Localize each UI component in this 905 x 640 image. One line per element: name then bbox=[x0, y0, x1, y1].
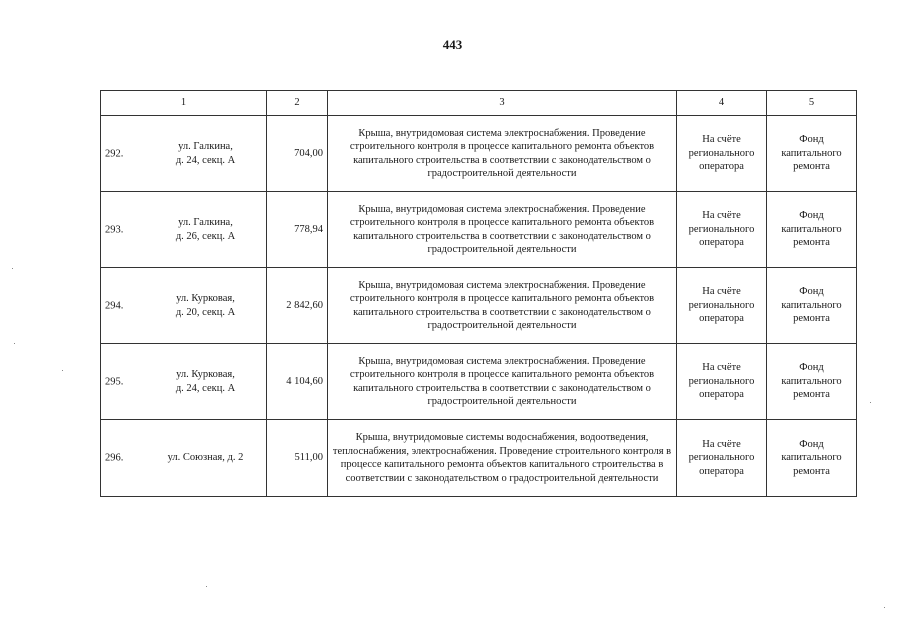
account-line: оператора bbox=[699, 313, 744, 325]
method-line: ремонта bbox=[793, 237, 830, 249]
row-number: 292. bbox=[105, 147, 124, 159]
works-cell: Крыша, внутридомовые системы водоснабжения, водоотведения, теплоснабжения, электроснабжения. Проведение строительного контроля в процессе капитального ремонта объектов капитального строительства в соответствии с законодательством о градостроительной деятельности bbox=[328, 420, 677, 497]
header-col-5: 5 bbox=[767, 91, 857, 116]
account-line: На счёте bbox=[702, 210, 741, 222]
method-line: ремонта bbox=[793, 161, 830, 173]
works-cell: Крыша, внутридомовая система электроснабжения. Проведение строительного контроля в процессе капитального ремонта объектов капитального строительства в соответствии с законодательством о градостроительной деятельности bbox=[328, 344, 677, 420]
scan-speck bbox=[884, 607, 885, 608]
method-cell bbox=[767, 420, 857, 497]
account-line: На счёте bbox=[702, 134, 741, 146]
scan-speck bbox=[62, 370, 63, 371]
account-line: оператора bbox=[699, 389, 744, 401]
method-cell bbox=[767, 344, 857, 420]
account-line: регионального bbox=[688, 375, 755, 387]
header-col-1: 1 bbox=[101, 91, 267, 116]
address-cell bbox=[101, 116, 267, 192]
address-line: ул. Союзная, д. 2 bbox=[167, 452, 244, 464]
method-line: Фонд bbox=[799, 438, 824, 450]
account-cell bbox=[677, 192, 767, 268]
address-line: ул. Курковая, bbox=[176, 369, 235, 380]
address-cell bbox=[101, 344, 267, 420]
header-col-4: 4 bbox=[677, 91, 767, 116]
row-number: 293. bbox=[105, 223, 124, 235]
account-cell bbox=[677, 344, 767, 420]
method-cell bbox=[767, 192, 857, 268]
method-cell bbox=[767, 268, 857, 344]
account-line: регионального bbox=[688, 299, 755, 311]
method-line: Фонд bbox=[799, 286, 824, 298]
row-number: 295. bbox=[105, 375, 124, 387]
address-line: д. 24, секц. А bbox=[175, 382, 236, 394]
area-cell: 704,00 bbox=[267, 116, 328, 192]
scan-speck bbox=[14, 343, 15, 344]
address-line: ул. Галкина, bbox=[178, 217, 233, 228]
capital-repair-table bbox=[100, 90, 857, 497]
table-row bbox=[101, 192, 857, 268]
account-line: На счёте bbox=[702, 362, 741, 374]
area-cell: 511,00 bbox=[267, 420, 328, 497]
row-number: 294. bbox=[105, 299, 124, 311]
address-line: д. 20, секц. А bbox=[175, 306, 236, 318]
area-cell: 778,94 bbox=[267, 192, 328, 268]
address-line: ул. Галкина, bbox=[178, 141, 233, 152]
header-col-3: 3 bbox=[328, 91, 677, 116]
method-line: ремонта bbox=[793, 389, 830, 401]
header-col-2: 2 bbox=[267, 91, 328, 116]
method-line: капитального bbox=[781, 223, 842, 235]
method-line: капитального bbox=[781, 299, 842, 311]
account-cell bbox=[677, 268, 767, 344]
table-row bbox=[101, 268, 857, 344]
scan-speck bbox=[206, 586, 207, 587]
account-line: регионального bbox=[688, 223, 755, 235]
table-row bbox=[101, 420, 857, 497]
works-cell: Крыша, внутридомовая система электроснабжения. Проведение строительного контроля в процессе капитального ремонта объектов капитального строительства в соответствии с законодательством о градостроительной деятельности bbox=[328, 268, 677, 344]
address-cell bbox=[101, 420, 267, 497]
account-line: регионального bbox=[688, 452, 755, 464]
address-cell bbox=[101, 268, 267, 344]
account-line: оператора bbox=[699, 161, 744, 173]
method-line: ремонта bbox=[793, 465, 830, 477]
method-cell bbox=[767, 116, 857, 192]
table-row bbox=[101, 116, 857, 192]
method-line: ремонта bbox=[793, 313, 830, 325]
account-cell bbox=[677, 420, 767, 497]
account-line: регионального bbox=[688, 147, 755, 159]
area-cell: 4 104,60 bbox=[267, 344, 328, 420]
method-line: Фонд bbox=[799, 134, 824, 146]
account-cell bbox=[677, 116, 767, 192]
scan-speck bbox=[12, 268, 13, 269]
row-number: 296. bbox=[105, 452, 124, 464]
address-line: ул. Курковая, bbox=[176, 293, 235, 304]
method-line: Фонд bbox=[799, 362, 824, 374]
table-header-row bbox=[101, 91, 857, 116]
address-line: д. 24, секц. А bbox=[175, 154, 236, 166]
account-line: На счёте bbox=[702, 438, 741, 450]
scan-speck bbox=[870, 402, 871, 403]
account-line: оператора bbox=[699, 465, 744, 477]
works-cell: Крыша, внутридомовая система электроснабжения. Проведение строительного контроля в процессе капитального ремонта объектов капитального строительства в соответствии с законодательством о градостроительной деятельности bbox=[328, 192, 677, 268]
area-cell: 2 842,60 bbox=[267, 268, 328, 344]
method-line: капитального bbox=[781, 375, 842, 387]
works-cell: Крыша, внутридомовая система электроснабжения. Проведение строительного контроля в процессе капитального ремонта объектов капитального строительства в соответствии с законодательством о градостроительной деятельности bbox=[328, 116, 677, 192]
method-line: капитального bbox=[781, 452, 842, 464]
table-row bbox=[101, 344, 857, 420]
address-line: д. 26, секц. А bbox=[175, 230, 236, 242]
account-line: На счёте bbox=[702, 286, 741, 298]
account-line: оператора bbox=[699, 237, 744, 249]
address-cell bbox=[101, 192, 267, 268]
page-number: 443 bbox=[442, 37, 463, 52]
method-line: Фонд bbox=[799, 210, 824, 222]
method-line: капитального bbox=[781, 147, 842, 159]
